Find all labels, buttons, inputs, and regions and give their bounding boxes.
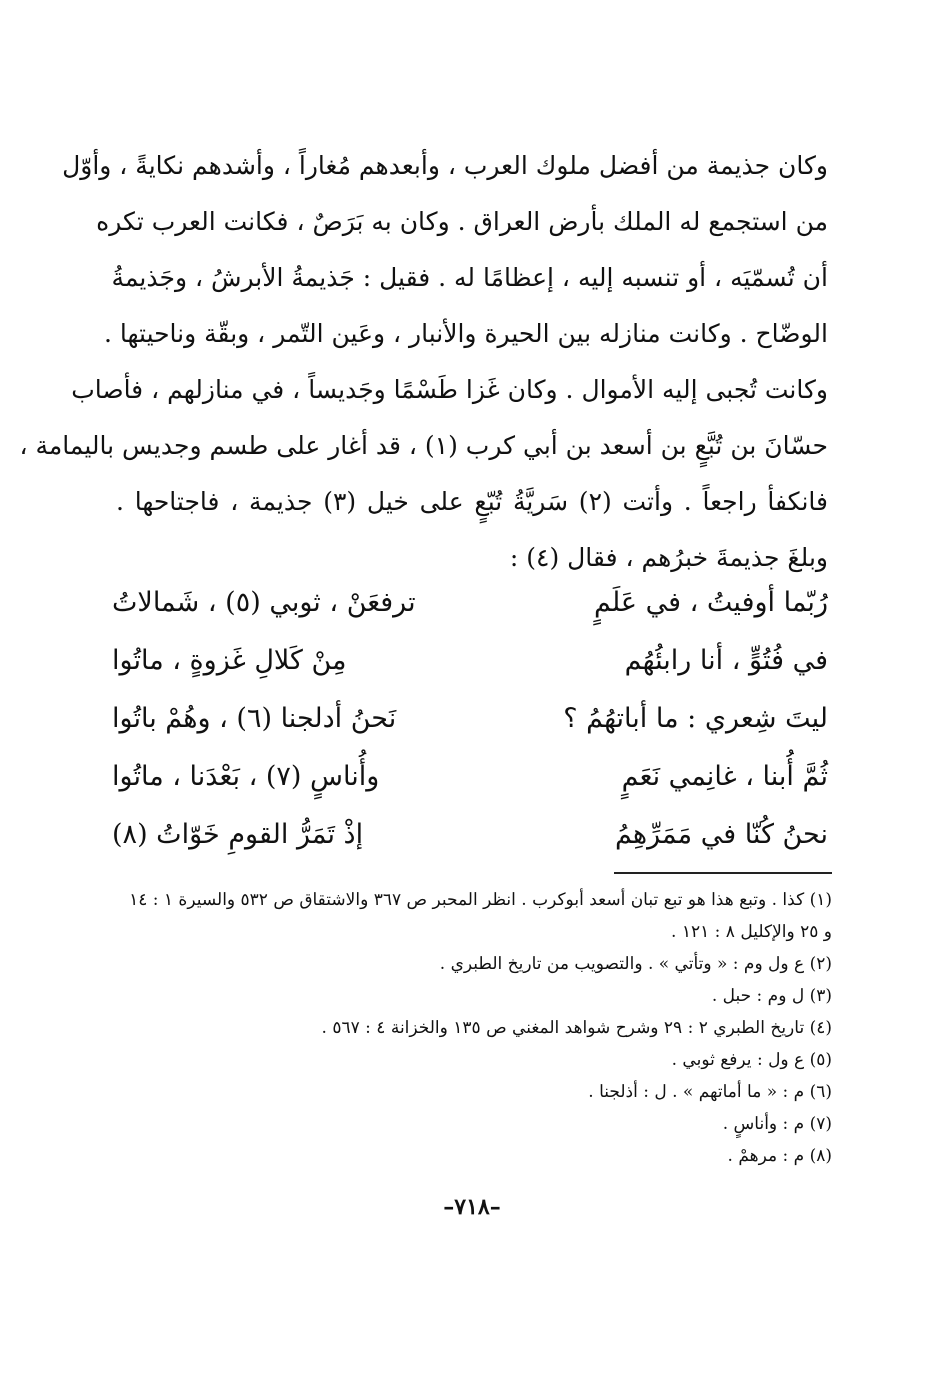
- footnote: (٢) ع ول وم : « وتأتي » . والتصويب من تاريخ الطبري .: [439, 954, 832, 974]
- prose-line: وكان جذيمة من أفضل ملوك العرب ، وأبعدهم مُغاراً ، وأشدهم نكايةً ، وأوّل: [62, 151, 828, 180]
- verse-first-hemistich: رُبّما أوفيتُ ، في عَلَمٍ: [594, 587, 828, 618]
- verse-first-hemistich: ليتَ شِعري : ما أباتهُمُ ؟: [563, 703, 828, 734]
- prose-line: وبلغَ جذيمةَ خبرُهم ، فقال (٤) :: [509, 543, 828, 572]
- prose-line: فانكفأ راجعاً . وأتت (٢) سَريَّةُ تُبّعٍ على خيل (٣) جذيمة ، فاجتاحها .: [116, 487, 828, 516]
- poem-verse: [112, 574, 828, 632]
- prose-line: حسّانَ بن تُبَّعٍ بن أسعد بن أبي كرب (١) ، قد أغار على طسم وجديس باليمامة ،: [19, 431, 828, 460]
- footnote: (٦) م : « ما أماتهم » . ل : أذلجنا .: [588, 1082, 832, 1102]
- verse-first-hemistich: نحنُ كُنّا في مَمَرِّهِمُ: [614, 819, 828, 850]
- verse-first-hemistich: ثُمَّ أُبنا ، غانِمي نَعَمٍ: [621, 761, 828, 792]
- prose-line: وكانت تُجبى إليه الأموال . وكان غَزا طَسْمًا وجَديساً ، في منازلهم ، فأصاب: [71, 375, 828, 404]
- page-number: –٧١٨–: [443, 1194, 501, 1220]
- poem-verse: [112, 690, 828, 748]
- prose-line: الوضّاح . وكانت منازله بين الحيرة والأنبار ، وعَين التّمر ، وبقّة وناحيتها .: [103, 319, 828, 348]
- footnote: (٨) م : مرهمْ .: [727, 1146, 832, 1166]
- footnote: (٤) تاريخ الطبري ٢ : ٢٩ وشرح شواهد المغني ص ١٣٥ والخزانة ٤ : ٥٦٧ .: [321, 1018, 832, 1038]
- prose-line: من استجمع له الملك بأرض العراق . وكان به بَرَصٌ ، فكانت العرب تكره: [96, 207, 828, 236]
- footnote: (٧) م : وأناسٍ .: [722, 1114, 832, 1134]
- footnotes: [108, 884, 832, 1172]
- verse-second-hemistich: ترفعَنْ ، ثوبي (٥) ، شَمالاتُ: [112, 587, 416, 618]
- poem-verse: [112, 748, 828, 806]
- verse-first-hemistich: في فُتُوٍّ ، أنا رابئُهُم: [624, 645, 828, 676]
- verse-second-hemistich: وأُناسٍ (٧) ، بَعْدَنا ، ماتُوا: [112, 761, 380, 792]
- verse-second-hemistich: نَحنُ أدلجنا (٦) ، وهُمْ باتُوا: [112, 703, 397, 734]
- poem-verse: [112, 806, 828, 864]
- footnote-divider: [614, 872, 832, 874]
- footnote: (١) كذا . وتبع هذا هو تبع تبان أسعد أبوكرب . انظر المحبر ص ٣٦٧ والاشتقاق ص ٥٣٢ والسيرة ١ : ١٤: [129, 890, 832, 910]
- poem: [112, 574, 828, 864]
- prose-line: أن تُسمّيَه ، أو تنسبه إليه ، إعظامًا له . فقيل : جَذيمةُ الأبرشُ ، وجَذيمةُ: [111, 263, 828, 292]
- footnote: (٣) ل وم : حبل .: [711, 986, 832, 1006]
- footnote: و ٢٥ والإكليل ٨ : ١٢١ .: [671, 922, 832, 942]
- verse-second-hemistich: مِنْ كَلالِ غَزوةٍ ، ماتُوا: [112, 645, 347, 676]
- poem-verse: [112, 632, 828, 690]
- prose-paragraph: [19, 138, 828, 586]
- footnote: (٥) ع ول : يرفع ثوبي .: [671, 1050, 832, 1070]
- verse-second-hemistich: إذْ تَمَرُّ القومِ خَوّاتُ (٨): [112, 819, 364, 850]
